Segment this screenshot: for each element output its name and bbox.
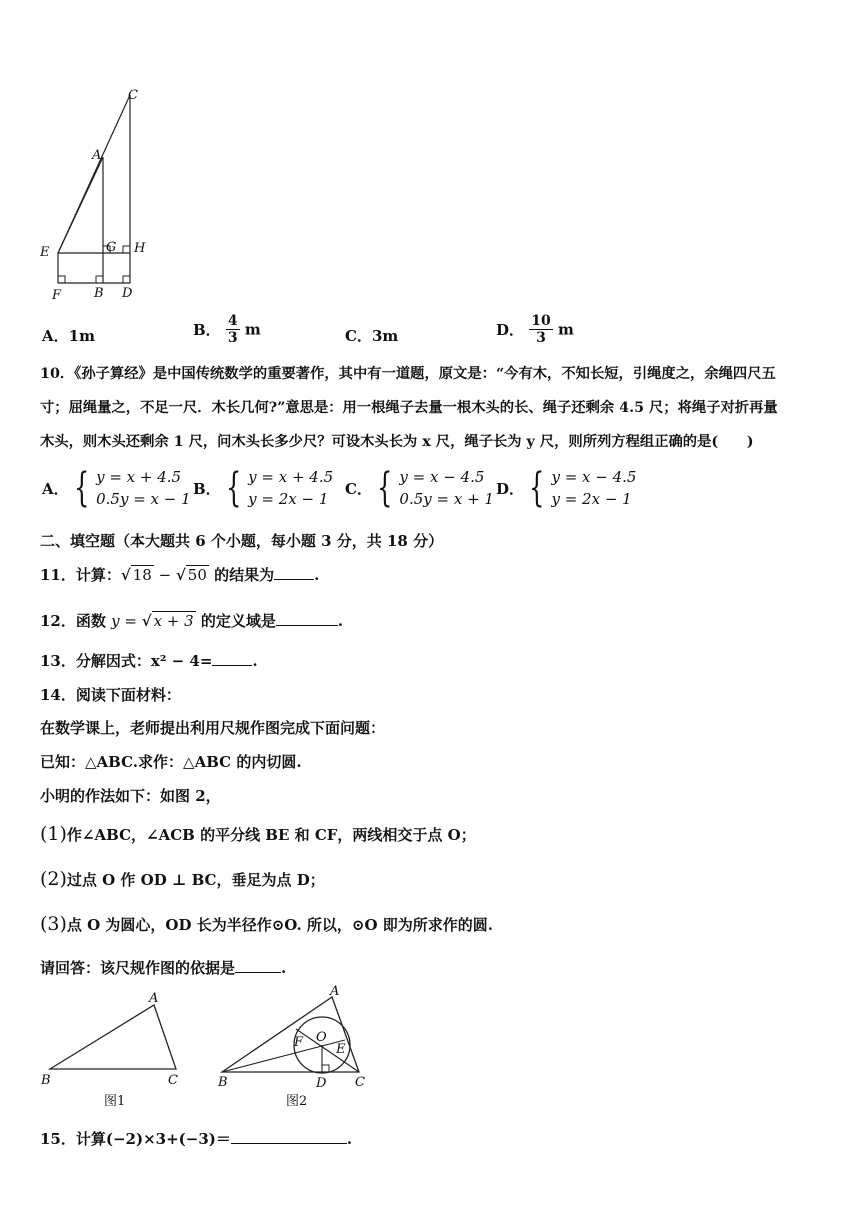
q14-line2: 已知：△ABC.求作：△ABC 的内切圆.	[40, 753, 302, 771]
fig1-label-B: B	[41, 1073, 51, 1088]
fig1-caption: 图1	[104, 1094, 126, 1109]
fig2-label-O: O	[316, 1030, 327, 1045]
right-angle-B	[96, 276, 103, 283]
label-E: E	[40, 245, 50, 260]
right-angle-F	[58, 276, 65, 283]
fraction-10-3: $\frac{10}{3}$	[531, 313, 551, 346]
right-angle-D	[123, 276, 130, 283]
fig2-label-B: B	[218, 1075, 228, 1090]
right-angle-D2	[322, 1065, 329, 1072]
q14-step2: (2)过点 O 作 OD ⊥ BC，垂足为点 D；	[40, 868, 325, 890]
label-H: H	[134, 241, 146, 256]
label-F: F	[52, 288, 62, 303]
q11-answer-blank[interactable]	[274, 565, 314, 580]
fig2-label-F: F	[294, 1035, 304, 1050]
figure1-triangle	[36, 985, 196, 1110]
q12: 12．函数 y = √ x + 3 的定义域是 .	[40, 612, 344, 630]
figure-ladder-diagram	[30, 85, 160, 305]
fig2-label-E: E	[336, 1042, 346, 1057]
label-G: G	[106, 240, 117, 255]
q14-line1: 在数学课上，老师提出利用尺规作图完成下面问题：	[40, 719, 386, 737]
q15-answer-blank[interactable]	[231, 1129, 347, 1144]
triangle-ABC-2	[222, 997, 359, 1072]
fig1-label-C: C	[168, 1073, 178, 1088]
q10-line1: 10．《孙子算经》是中国传统数学的重要著作，其中有一道题，原文是：“今有木，不知长短，引绳度之，余绳四尺五	[40, 366, 776, 382]
q10-line3: 木头，则木头还剩余 1 尺，问木头长多少尺？可设木头长为 x 尺，绳子长为 y 尺，则所列方程组正确的是( )	[40, 434, 754, 450]
q11: 11．计算：√ 18 − √ 50 的结果为 .	[40, 566, 320, 584]
q15: 15．计算(−2)×3+(−3)＝ .	[40, 1130, 353, 1148]
q10-option-a: A． { y = x + 4.5 0.5y = x − 1	[42, 465, 191, 511]
fig2-caption: 图2	[286, 1094, 308, 1109]
fig2-label-C: C	[355, 1075, 365, 1090]
q14-question: 请回答：该尺规作图的依据是 .	[40, 959, 287, 977]
q14-step3: (3)点 O 为圆心，OD 长为半径作⊙O. 所以，⊙O 即为所求作的圆.	[40, 913, 494, 935]
fig2-label-A: A	[330, 985, 340, 999]
q12-answer-blank[interactable]	[276, 611, 338, 626]
q10-option-c: C． { y = x − 4.5 0.5y = x + 1	[345, 465, 494, 511]
figure2-incircle	[210, 985, 380, 1110]
q14-title: 14．阅读下面材料：	[40, 686, 181, 704]
triangle-ABC	[50, 1005, 176, 1069]
q13: 13．分解因式：x² − 4= .	[40, 652, 258, 670]
q10-line2: 寸；屈绳量之，不足一尺．木长几何?”意思是：用一根绳子去量一根木头的长、绳子还剩余 4.5 尺；将绳子对折再量	[40, 400, 778, 416]
q14-line3: 小明的作法如下：如图 2，	[40, 787, 221, 805]
fraction-4-3: $\frac{4}{3}$	[227, 313, 238, 346]
label-C: C	[128, 88, 138, 103]
fig1-label-A: A	[149, 991, 159, 1006]
q13-answer-blank[interactable]	[212, 651, 252, 666]
label-D: D	[122, 286, 133, 301]
q14-step1: (1)作∠ABC，∠ACB 的平分线 BE 和 CF，两线相交于点 O；	[40, 823, 476, 845]
line-EA	[58, 157, 103, 253]
q14-answer-blank[interactable]	[235, 958, 281, 973]
q9-option-c: C．3m	[345, 327, 399, 345]
right-angle-H	[123, 246, 130, 253]
q9-option-b: B． $\frac{4}{3}$ m	[193, 313, 261, 346]
label-A: A	[92, 148, 102, 163]
q9-option-d: D． $\frac{10}{3}$ m	[496, 313, 574, 346]
q9-option-a: A．1m	[42, 327, 95, 345]
q10-option-b: B． { y = x + 4.5 y = 2x − 1	[193, 465, 334, 511]
label-B: B	[94, 286, 104, 301]
section-title-fill-in: 二、填空题（本大题共 6 个小题，每小题 3 分，共 18 分）	[40, 532, 444, 550]
fig2-label-D: D	[316, 1076, 327, 1091]
q10-option-d: D． { y = x − 4.5 y = 2x − 1	[496, 465, 637, 511]
